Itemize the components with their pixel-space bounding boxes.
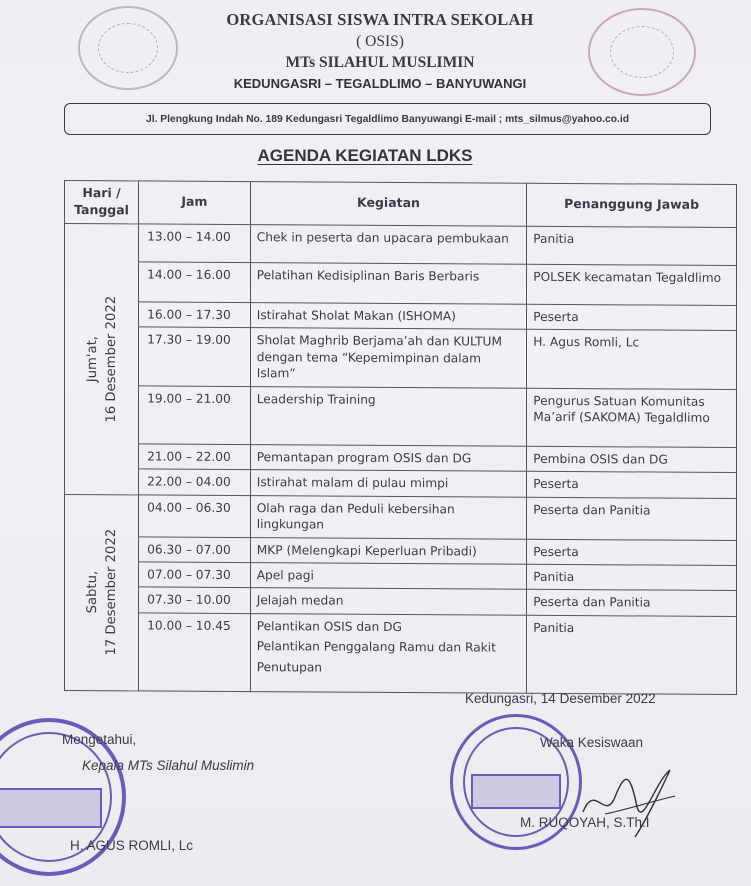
kegiatan-cell: Pelatihan Kedisiplinan Baris Berbaris [250,262,527,304]
table-row [65,494,737,540]
jam-cell: 16.00 – 17.30 [139,302,251,328]
document-title [150,146,580,166]
header-kegiatan: Kegiatan [250,182,527,226]
day-name: Sabtu, [84,571,100,614]
pj-cell: H. Agus Romli, Lc [527,329,737,389]
kegiatan-cell: Apel pagi [250,563,527,590]
vice-principal-role: Waka Kesiswaan [540,735,644,750]
jam-cell: 17.30 – 19.00 [139,327,251,386]
pj-cell: Peserta dan Panitia [527,590,737,617]
jam-cell: 19.00 – 21.00 [139,386,251,445]
kegiatan-cell: Chek in peserta dan upacara pembukaan [250,224,527,264]
jam-cell: 04.00 – 06.30 [139,494,251,537]
vice-principal-name: M. RUQOYAH, S.Th.I [520,815,650,830]
day-cell-friday [65,223,139,494]
kegiatan-cell: MKP (Melengkapi Keperluan Pribadi) [250,537,527,564]
kegiatan-cell: Leadership Training [250,386,527,446]
pj-cell: Panitia [527,226,737,265]
day-date: 17 Desember 2022 [103,529,119,656]
table-row [65,385,737,447]
principal-name: H. AGUS ROMLI, Lc [70,838,194,853]
acknowledged-label: Mengetahui, [62,732,137,747]
jam-cell: 07.00 – 07.30 [139,562,251,588]
header-pj: Penanggung Jawab [527,183,737,227]
table-row [65,612,737,694]
jam-cell: 14.00 – 16.00 [139,262,251,303]
school-logo-right [588,8,696,96]
table-row [65,261,737,305]
pj-cell: Peserta [527,304,737,331]
address-text: Jl. Plengkung Indah No. 189 Kedungasri Tegaldlimo Banyuwangi E-mail ; mts_silmus@yahoo.co.id [145,113,630,125]
place-date: Kedungasri, 14 Desember 2022 [465,691,656,706]
kegiatan-line: Penutupan [256,659,323,675]
day-date: 16 Desember 2022 [103,295,119,423]
org-short: ( OSIS) [356,33,404,50]
day-cell-saturday [65,494,139,691]
school-name: MTs SILAHUL MUSLIMIN [285,54,475,71]
kegiatan-cell: Istirahat malam di pulau mimpi [250,470,527,497]
kegiatan-cell: Sholat Maghrib Berjama’ah dan KULTUM dengan tema “Kepemimpinan dalam Islam” [250,328,527,388]
pj-cell: Peserta dan Panitia [527,497,737,540]
jam-cell: 13.00 – 14.00 [139,224,251,263]
principal-role: Kepala MTs Silahul Muslimin [82,758,255,773]
jam-cell: 22.00 – 04.00 [139,469,251,495]
kegiatan-cell [250,613,527,693]
school-location: KEDUNGASRI – TEGALDLIMO – BANYUWANGI [233,76,527,91]
kegiatan-cell: Olah raga dan Peduli kebersihan lingkungan [250,495,527,539]
table-row [65,223,737,265]
day-name: Jum'at, [84,335,100,382]
table-header-row [65,180,737,227]
table-row [65,327,737,390]
jam-cell: 06.30 – 07.00 [139,536,251,562]
osis-logo-left [78,6,178,90]
header-jam: Jam [139,181,251,224]
org-name: ORGANISASI SISWA INTRA SEKOLAH [226,10,534,29]
pj-cell: Peserta [527,539,737,566]
kegiatan-cell: Pemantapan program OSIS dan DG [250,444,527,471]
agenda-table [64,180,737,695]
document-title-text: AGENDA KEGIATAN LDKS [257,146,473,165]
header-day: Hari / Tanggal [65,180,139,223]
pj-cell: POLSEK kecamatan Tegaldlimo [527,264,737,305]
agenda-table-wrapper [64,180,737,680]
kegiatan-cell: Istirahat Sholat Makan (ISHOMA) [250,302,527,329]
pj-cell: Pembina OSIS dan DG [527,446,737,473]
jam-cell: 10.00 – 10.45 [139,613,251,692]
jam-cell: 21.00 – 22.00 [139,444,251,470]
kegiatan-line: Pelantikan OSIS dan DG [256,619,402,634]
pj-cell: Panitia [527,564,737,591]
address-box [64,103,711,135]
pj-cell: Peserta [527,471,737,498]
pj-cell: Pengurus Satuan Komunitas Ma’arif (SAKOMA) Tegaldlimo [527,388,737,447]
jam-cell: 07.30 – 10.00 [139,587,251,613]
kegiatan-line: Pelantikan Penggalang Ramu dan Rakit [256,639,496,655]
kegiatan-cell: Jelajah medan [250,588,527,615]
pj-cell: Panitia [527,615,737,694]
